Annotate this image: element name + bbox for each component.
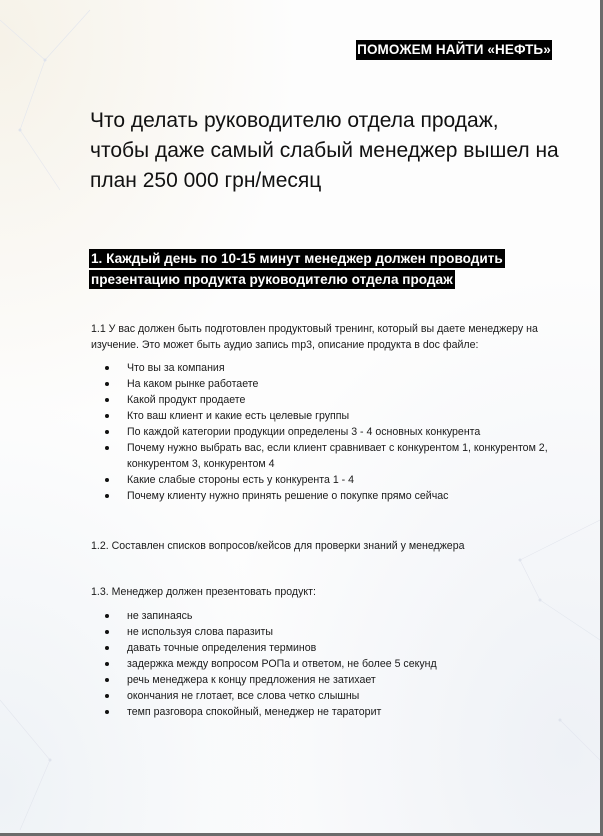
list-item: Кто ваш клиент и какие есть целевые группы: [105, 408, 560, 424]
brand-label: ПОМОЖЕМ НАЙТИ «НЕФТЬ»: [356, 40, 552, 60]
paragraph-1-3: 1.3. Менеджер должен презентовать продукт:: [91, 586, 316, 598]
paragraph-1-2: 1.2. Составлен списков вопросов/кейсов для проверки знаний у менеджера: [91, 540, 465, 552]
list-item: Какой продукт продаете: [105, 392, 560, 408]
list-item: Почему нужно выбрать вас, если клиент сравнивает с конкурентом 1, конкурентом 2, конкурентом 3, конкурентом 4: [105, 440, 560, 472]
presentation-criteria-list: [105, 608, 560, 720]
list-item: Что вы за компания: [105, 360, 560, 376]
page-title: Что делать руководителю отдела продаж, чтобы даже самый слабый менеджер вышел на план 250 000 грн/месяц: [90, 109, 559, 192]
list-item: Какие слабые стороны есть у конкурента 1 - 4: [105, 472, 560, 488]
list-item: окончания не глотает, все слова четко слышны: [105, 688, 560, 704]
section-heading-text: 1. Каждый день по 10-15 минут менеджер должен проводить презентацию продукта руководителю отдела продаж: [91, 251, 503, 287]
paragraph-1-1: 1.1 У вас должен быть подготовлен продуктовый тренинг, который вы даете менеджеру на изучение. Это может быть аудио запись mp3, описание продукта в doc файле:: [91, 323, 538, 351]
list-item: речь менеджера к концу предложения не затихает: [105, 672, 560, 688]
list-item: задержка между вопросом РОПа и ответом, не более 5 секунд: [105, 656, 560, 672]
list-item: темп разговора спокойный, менеджер не тараторит: [105, 704, 560, 720]
list-item: Почему клиенту нужно принять решение о покупке прямо сейчас: [105, 488, 560, 504]
product-training-list: [105, 360, 560, 504]
list-item: На каком рынке работаете: [105, 376, 560, 392]
list-item: давать точные определения терминов: [105, 640, 560, 656]
section-heading: [89, 248, 529, 290]
list-item: не используя слова паразиты: [105, 624, 560, 640]
list-item: По каждой категории продукции определены 3 - 4 основных конкурента: [105, 424, 560, 440]
list-item: не запинаясь: [105, 608, 560, 624]
